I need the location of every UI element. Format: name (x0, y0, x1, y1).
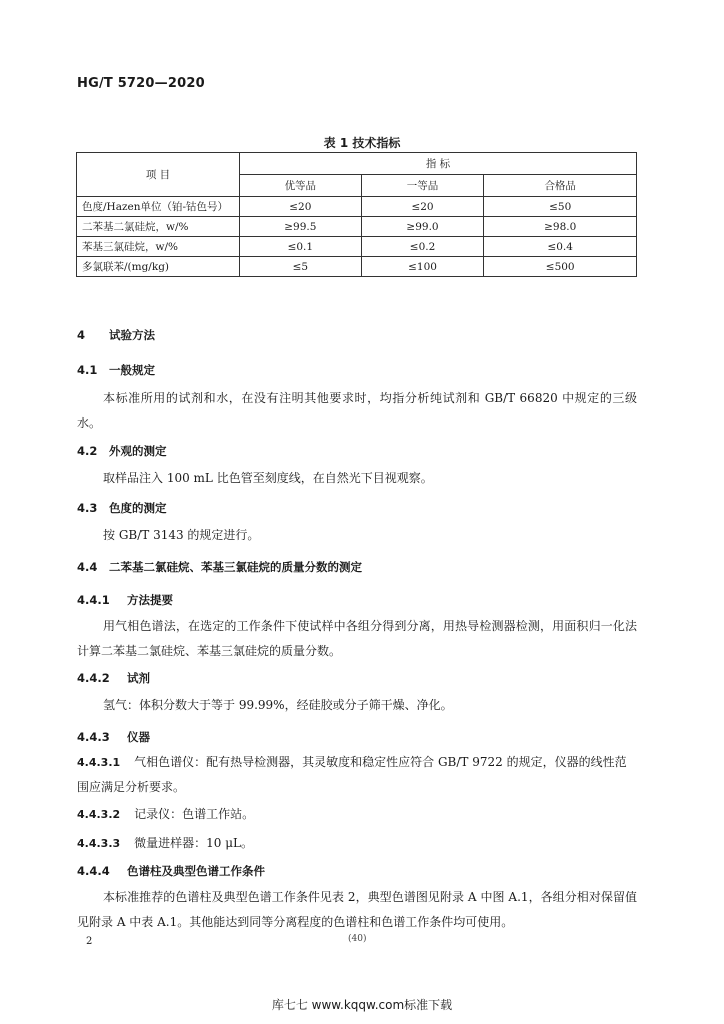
cell-value: ≤100 (361, 257, 484, 277)
section-number: 4.4.1 (77, 593, 110, 607)
table-header-row (77, 153, 637, 175)
clause-item (77, 750, 637, 800)
clause-item (77, 802, 637, 827)
clause-text: 记录仪：色谱工作站。 (134, 807, 255, 821)
paragraph: 按 GB/T 3143 的规定进行。 (103, 528, 260, 542)
cell-value: ≥99.0 (361, 217, 484, 237)
indicator-header: 指 标 (239, 153, 636, 175)
cell-value: ≤20 (239, 197, 361, 217)
cell-value: ≤500 (484, 257, 637, 277)
section-number: 4.1 (77, 363, 98, 377)
section-number: 4.2 (77, 444, 98, 458)
item-header: 项 目 (77, 153, 240, 197)
section-number: 4.4.4 (77, 864, 110, 878)
section-heading (77, 863, 265, 879)
row-label: 色度/Hazen单位（铂-钴色号） (77, 197, 240, 217)
section-heading (77, 729, 150, 745)
standard-code: HG/T 5720—2020 (77, 76, 205, 91)
paragraph: 用气相色谱法，在选定的工作条件下使试样中各组分得到分离，用热导检测器检测，用面积归一化法计算二苯基二氯硅烷、苯基三氯硅烷的质量分数。 (77, 619, 637, 658)
section-heading (77, 362, 155, 378)
section-number: 4 (77, 328, 86, 342)
cell-value: ≤5 (239, 257, 361, 277)
section-title: 试剂 (127, 671, 150, 685)
page-tag: (40) (348, 934, 367, 944)
table-row (77, 237, 637, 257)
grade-header: 合格品 (484, 175, 637, 197)
section-heading (77, 670, 150, 686)
page-number: 2 (86, 936, 93, 947)
clause-text: 气相色谱仪：配有热导检测器，其灵敏度和稳定性应符合 GB/T 9722 的规定，仪器的线性范围应满足分析要求。 (77, 755, 627, 794)
cell-value: ≤0.1 (239, 237, 361, 257)
technical-indicator-table (76, 152, 637, 277)
table-row (77, 257, 637, 277)
section-title: 试验方法 (109, 328, 155, 342)
table-caption: 表 1 技术指标 (323, 136, 401, 150)
clause-text: 微量进样器：10 μL。 (134, 836, 254, 850)
section-title: 方法提要 (127, 593, 173, 607)
paragraph: 取样品注入 100 mL 比色管至刻度线，在自然光下目视观察。 (103, 471, 433, 485)
paragraph: 本标准所用的试剂和水，在没有注明其他要求时，均指分析纯试剂和 GB/T 66820 中规定的三级水。 (77, 391, 637, 430)
section-title: 色谱柱及典型色谱工作条件 (127, 864, 265, 878)
clause-number: 4.4.3.3 (77, 837, 121, 850)
cell-value: ≤50 (484, 197, 637, 217)
cell-value: ≥99.5 (239, 217, 361, 237)
row-label: 多氯联苯/(mg/kg) (77, 257, 240, 277)
section-title: 外观的测定 (109, 444, 167, 458)
table-row (77, 217, 637, 237)
section-heading (77, 559, 362, 575)
clause-number: 4.4.3.1 (77, 756, 121, 769)
section-heading (77, 500, 167, 516)
section-heading (77, 592, 173, 608)
cell-value: ≤0.4 (484, 237, 637, 257)
paragraph: 氢气：体积分数大于等于 99.99%，经硅胶或分子筛干燥、净化。 (103, 698, 453, 712)
paragraph: 本标准推荐的色谱柱及典型色谱工作条件见表 2，典型色谱图见附录 A 中图 A.1，各组分相对保留值见附录 A 中表 A.1。其他能达到同等分离程度的色谱柱和色谱工作条件均可使用。 (77, 890, 637, 929)
clause-item (77, 831, 637, 856)
cell-value: ≥98.0 (484, 217, 637, 237)
cell-value: ≤0.2 (361, 237, 484, 257)
section-number: 4.4.2 (77, 671, 110, 685)
section-number: 4.3 (77, 501, 98, 515)
watermark-footer: 库七七 www.kqqw.com标准下载 (271, 998, 453, 1012)
row-label: 二苯基二氯硅烷，w/% (77, 217, 240, 237)
grade-header: 优等品 (239, 175, 361, 197)
section-title: 二苯基二氯硅烷、苯基三氯硅烷的质量分数的测定 (109, 560, 362, 574)
cell-value: ≤20 (361, 197, 484, 217)
section-number: 4.4.3 (77, 730, 110, 744)
section-number: 4.4 (77, 560, 98, 574)
row-label: 苯基三氯硅烷，w/% (77, 237, 240, 257)
section-title: 一般规定 (109, 363, 155, 377)
grade-header: 一等品 (361, 175, 484, 197)
section-heading (77, 443, 167, 459)
section-title: 色度的测定 (109, 501, 167, 515)
table-row (77, 197, 637, 217)
clause-number: 4.4.3.2 (77, 808, 121, 821)
section-heading (77, 327, 155, 343)
section-title: 仪器 (127, 730, 150, 744)
